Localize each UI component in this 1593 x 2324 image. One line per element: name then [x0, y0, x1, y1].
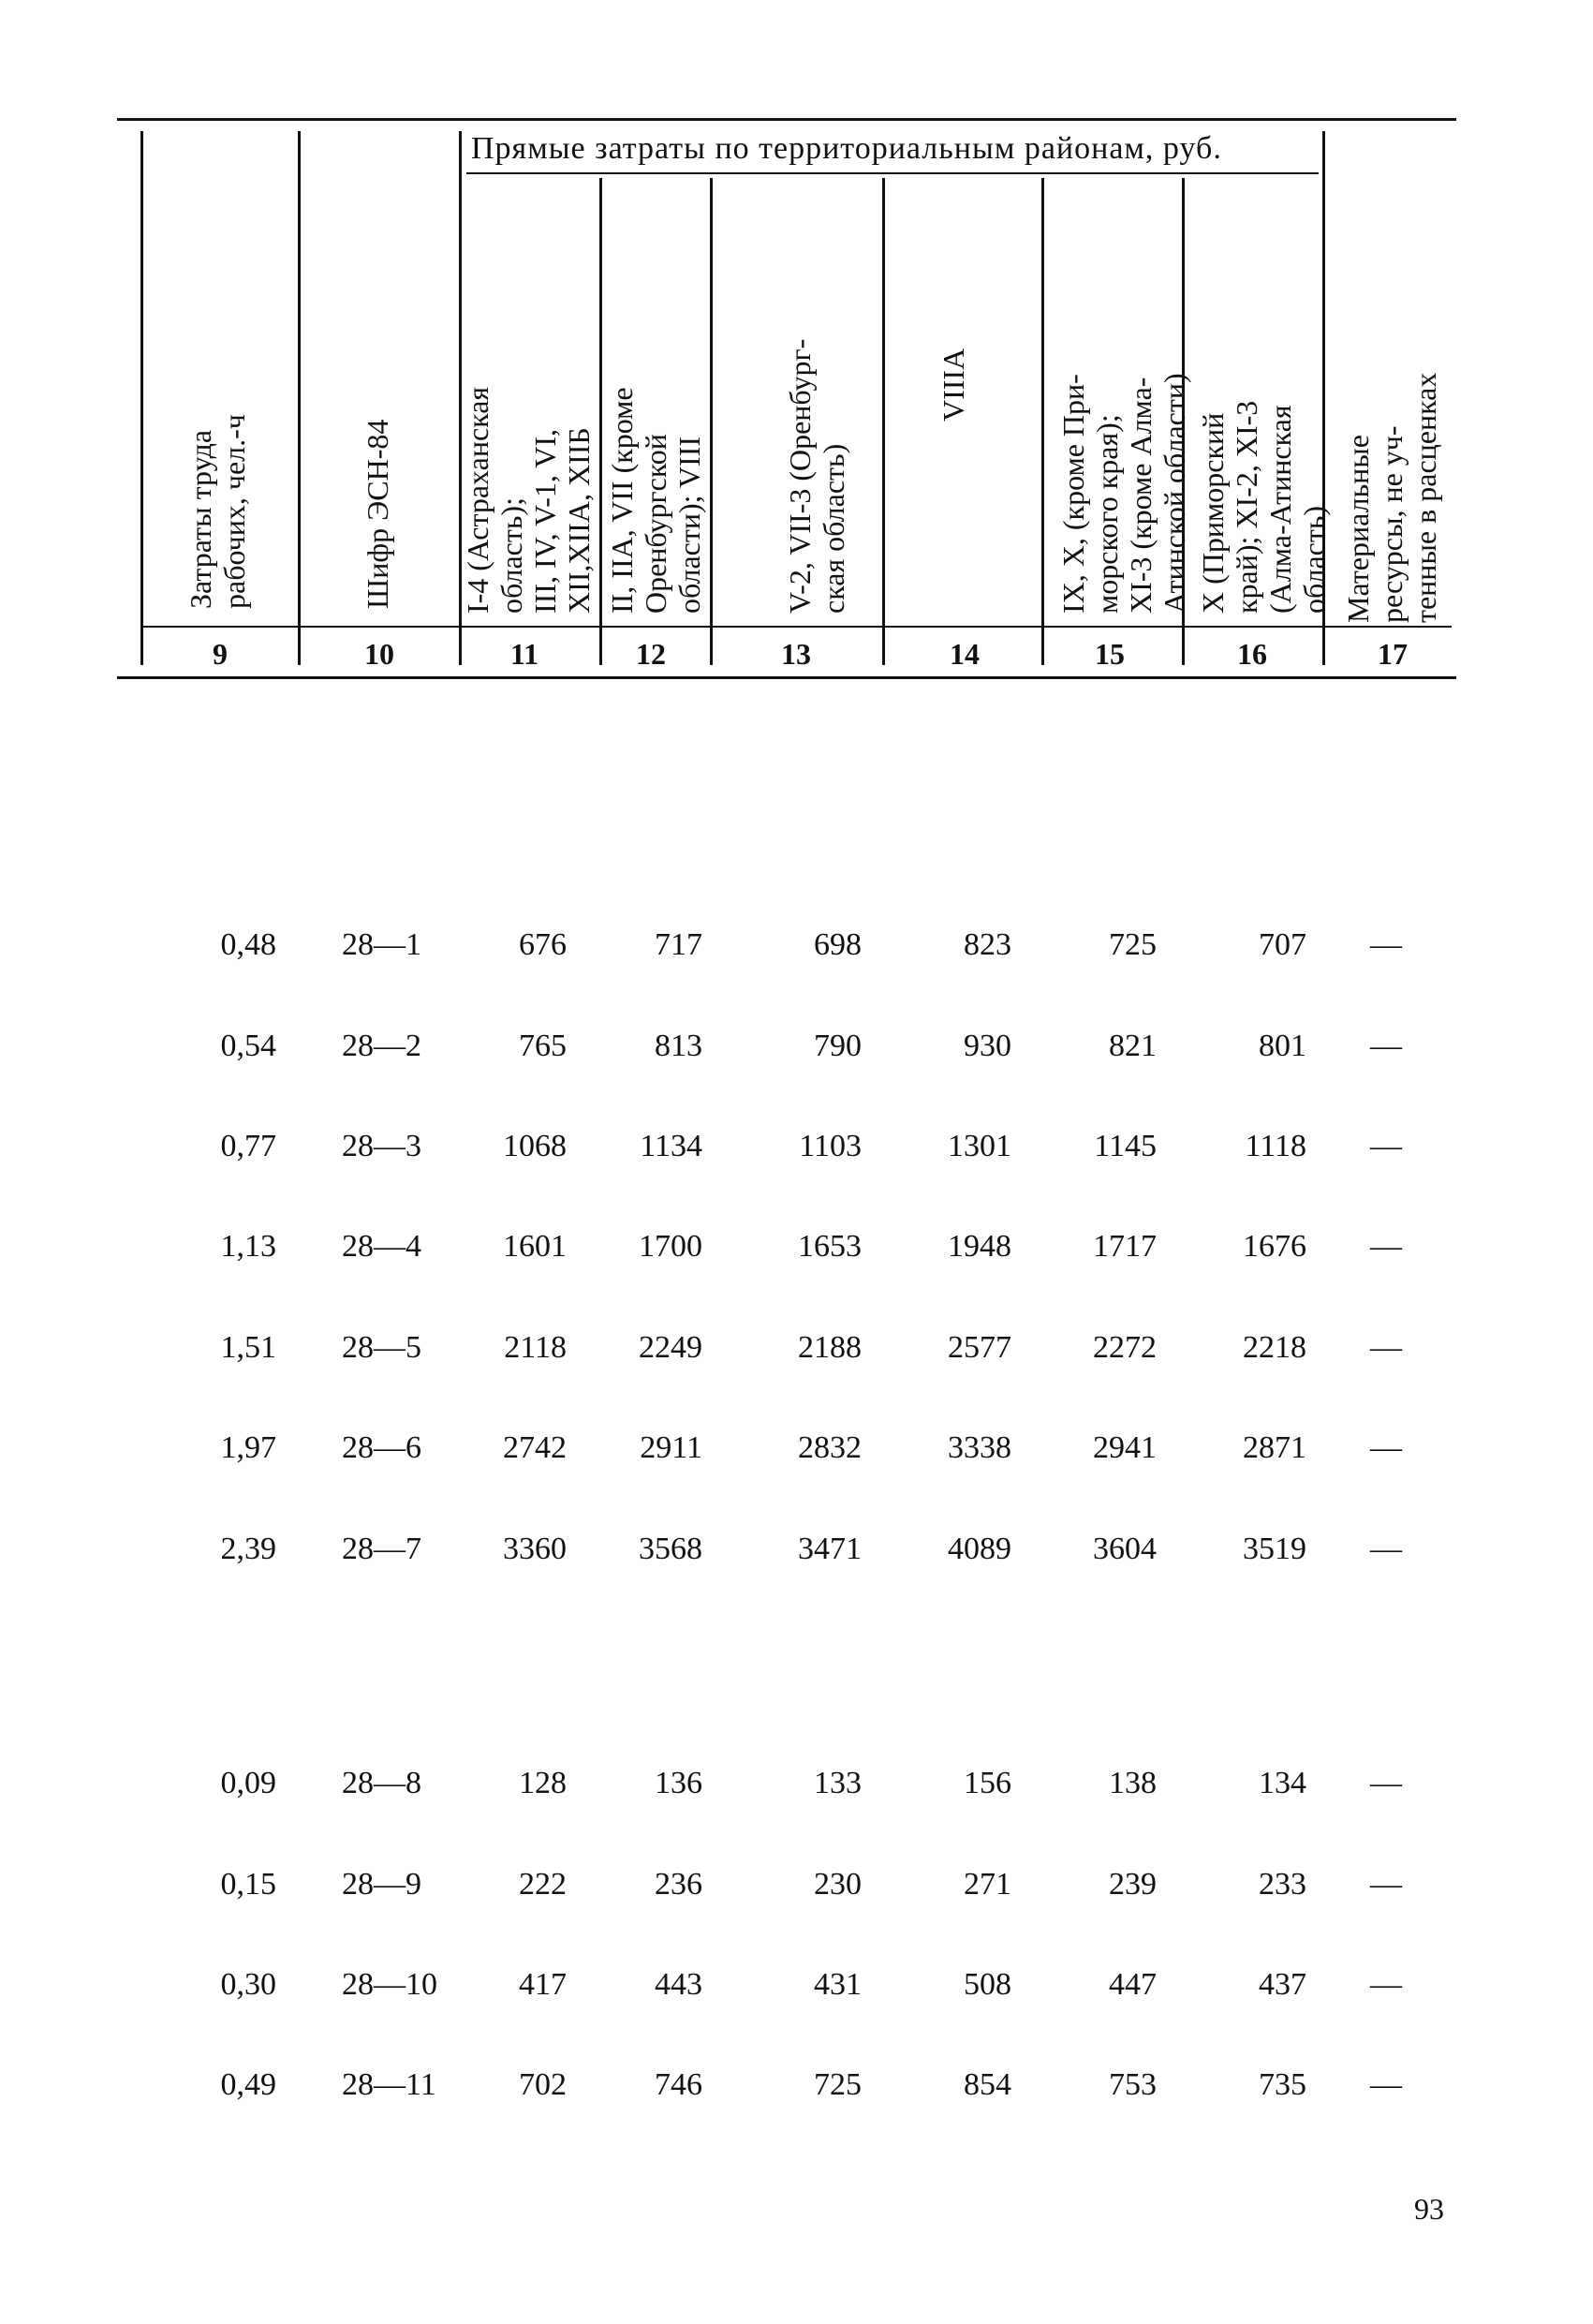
table-top-rule [117, 118, 1456, 121]
value-cell: 236 [655, 1867, 702, 1902]
value-cell: 1948 [948, 1229, 1011, 1264]
value-cell: 271 [964, 1867, 1011, 1902]
value-cell: 1301 [948, 1129, 1011, 1163]
materials-cell: — [1370, 1430, 1402, 1465]
col-number: 17 [1378, 637, 1408, 671]
labor-cost: 0,09 [220, 1766, 276, 1800]
value-cell: 2249 [639, 1330, 702, 1365]
value-cell: 2577 [948, 1330, 1011, 1365]
code-cell: 28—9 [342, 1867, 421, 1902]
value-cell: 443 [655, 1967, 702, 2002]
value-cell: 3338 [948, 1430, 1011, 1465]
value-cell: 1118 [1245, 1129, 1306, 1163]
value-cell: 735 [1259, 2067, 1306, 2102]
col-number: 11 [509, 637, 539, 671]
col-header-region-11: I-4 (Астраханская область); III, IV, V-1, VI, XII,XIIA, XIIБ [461, 386, 596, 614]
materials-cell: — [1370, 1029, 1402, 1063]
value-cell: 136 [655, 1766, 702, 1800]
group-title-underline [466, 172, 1319, 174]
labor-cost: 1,13 [220, 1229, 276, 1264]
col-number: 14 [950, 637, 980, 671]
col-divider [140, 131, 143, 665]
value-cell: 801 [1259, 1029, 1306, 1063]
value-cell: 698 [814, 927, 862, 962]
value-cell: 676 [519, 927, 567, 962]
value-cell: 230 [814, 1867, 862, 1902]
value-cell: 233 [1259, 1867, 1306, 1902]
value-cell: 222 [519, 1867, 567, 1902]
code-cell: 28—7 [342, 1532, 421, 1566]
table-header-end-rule [117, 676, 1456, 679]
table-row [0, 1766, 1593, 1822]
value-cell: 2911 [640, 1430, 702, 1465]
value-cell: 138 [1109, 1766, 1157, 1800]
value-cell: 156 [964, 1766, 1011, 1800]
value-cell: 707 [1259, 927, 1306, 962]
labor-cost: 0,49 [220, 2067, 276, 2102]
value-cell: 2118 [504, 1330, 567, 1365]
col-number: 16 [1237, 637, 1267, 671]
col-number: 10 [364, 637, 394, 671]
code-cell: 28—1 [342, 927, 421, 962]
col-header-region-13: V-2, VII-3 (Оренбург- ская область) [783, 338, 850, 614]
table-row [0, 1029, 1593, 1085]
table-row [0, 1129, 1593, 1185]
code-cell: 28—2 [342, 1029, 421, 1063]
table-row [0, 1532, 1593, 1588]
value-cell: 717 [655, 927, 702, 962]
value-cell: 3360 [503, 1532, 567, 1566]
col-header-region-12: II, IIA, VII (кроме Оренбургской области); VIII [605, 387, 706, 614]
value-cell: 508 [964, 1967, 1011, 2002]
materials-cell: — [1370, 1532, 1402, 1566]
col-header-code: Шифр ЭСН-84 [361, 419, 394, 609]
value-cell: 2188 [798, 1330, 862, 1365]
code-cell: 28—10 [342, 1967, 437, 2002]
value-cell: 133 [814, 1766, 862, 1800]
labor-cost: 1,51 [220, 1330, 276, 1365]
code-cell: 28—6 [342, 1430, 421, 1465]
value-cell: 813 [655, 1029, 702, 1063]
value-cell: 725 [814, 2067, 862, 2102]
value-cell: 447 [1109, 1967, 1157, 2002]
value-cell: 3568 [639, 1532, 702, 1566]
materials-cell: — [1370, 1867, 1402, 1902]
value-cell: 1134 [640, 1129, 702, 1163]
value-cell: 3471 [798, 1532, 862, 1566]
value-cell: 790 [814, 1029, 862, 1063]
materials-cell: — [1370, 1129, 1402, 1163]
table-row [0, 1967, 1593, 2023]
col-divider [882, 178, 885, 665]
header-bottom-rule [140, 626, 1452, 628]
col-header-materials: Материальные ресурсы, не уч- тенные в расценках [1341, 372, 1442, 623]
col-header-labor: Затраты труда рабочих, чел.-ч [184, 414, 251, 609]
value-cell: 725 [1109, 927, 1157, 962]
value-cell: 431 [814, 1967, 862, 2002]
labor-cost: 0,15 [220, 1867, 276, 1902]
value-cell: 1717 [1093, 1229, 1157, 1264]
value-cell: 2218 [1243, 1330, 1306, 1365]
code-cell: 28—3 [342, 1129, 421, 1163]
materials-cell: — [1370, 1967, 1402, 2002]
materials-cell: — [1370, 1229, 1402, 1264]
value-cell: 3519 [1243, 1532, 1306, 1566]
value-cell: 854 [964, 2067, 1011, 2102]
materials-cell: — [1370, 2067, 1402, 2102]
value-cell: 1068 [503, 1129, 567, 1163]
value-cell: 2941 [1093, 1430, 1157, 1465]
value-cell: 2871 [1243, 1430, 1306, 1465]
value-cell: 1676 [1243, 1229, 1306, 1264]
value-cell: 437 [1259, 1967, 1306, 2002]
col-number: 13 [781, 637, 811, 671]
materials-cell: — [1370, 1766, 1402, 1800]
col-divider [710, 178, 713, 665]
materials-cell: — [1370, 1330, 1402, 1365]
value-cell: 134 [1259, 1766, 1306, 1800]
value-cell: 2742 [503, 1430, 567, 1465]
value-cell: 702 [519, 2067, 567, 2102]
labor-cost: 2,39 [220, 1532, 276, 1566]
labor-cost: 0,77 [220, 1129, 276, 1163]
materials-cell: — [1370, 927, 1402, 962]
value-cell: 1103 [799, 1129, 862, 1163]
table-row [0, 1330, 1593, 1386]
table-row [0, 1430, 1593, 1487]
value-cell: 239 [1109, 1867, 1157, 1902]
value-cell: 1601 [503, 1229, 567, 1264]
col-header-region-14: VIIIA [937, 348, 970, 422]
table-row [0, 927, 1593, 984]
col-number: 12 [636, 637, 666, 671]
value-cell: 1145 [1094, 1129, 1157, 1163]
code-cell: 28—8 [342, 1766, 421, 1800]
value-cell: 417 [519, 1967, 567, 2002]
labor-cost: 0,48 [220, 927, 276, 962]
col-number: 9 [213, 637, 228, 671]
value-cell: 1700 [639, 1229, 702, 1264]
col-header-region-15: IX, X, (кроме При- морского края); XI-3 (кроме Алма- Атинской области) [1056, 373, 1191, 614]
value-cell: 128 [519, 1766, 567, 1800]
value-cell: 4089 [948, 1532, 1011, 1566]
group-title: Прямые затраты по территориальным районам, руб. [471, 131, 1222, 166]
col-divider [1041, 178, 1044, 665]
value-cell: 930 [964, 1029, 1011, 1063]
code-cell: 28—5 [342, 1330, 421, 1365]
labor-cost: 0,30 [220, 1967, 276, 2002]
code-cell: 28—4 [342, 1229, 421, 1264]
value-cell: 753 [1109, 2067, 1157, 2102]
page-number: 93 [1414, 2192, 1444, 2226]
value-cell: 746 [655, 2067, 702, 2102]
labor-cost: 1,97 [220, 1430, 276, 1465]
code-cell: 28—11 [342, 2067, 436, 2102]
col-divider [599, 178, 602, 665]
value-cell: 2832 [798, 1430, 862, 1465]
table-row [0, 2067, 1593, 2124]
col-number: 15 [1095, 637, 1125, 671]
value-cell: 765 [519, 1029, 567, 1063]
value-cell: 2272 [1093, 1330, 1157, 1365]
value-cell: 823 [964, 927, 1011, 962]
value-cell: 3604 [1093, 1532, 1157, 1566]
value-cell: 1653 [798, 1229, 862, 1264]
col-header-region-16: X (Приморский край); XI-2, XI-3 (Алма-Атинская область) [1196, 400, 1331, 614]
labor-cost: 0,54 [220, 1029, 276, 1063]
value-cell: 821 [1109, 1029, 1157, 1063]
table-row [0, 1867, 1593, 1923]
col-divider [298, 131, 301, 665]
table-row [0, 1229, 1593, 1285]
